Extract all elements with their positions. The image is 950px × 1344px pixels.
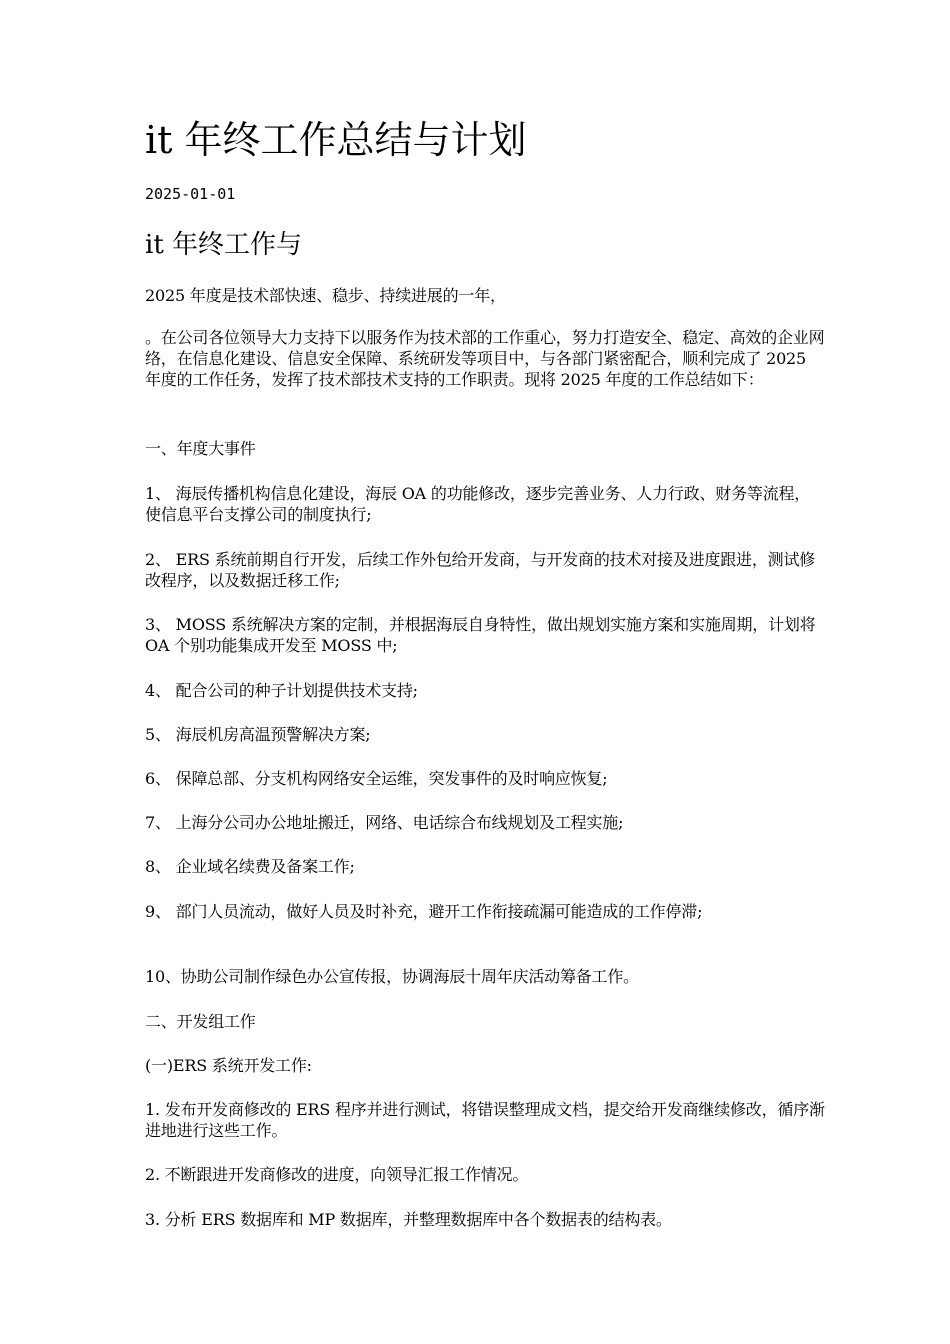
section-heading-events: 一、年度大事件 — [145, 439, 256, 458]
document-date: 2025-01-01 — [145, 185, 236, 203]
document-title: it 年终工作总结与计划 — [145, 118, 527, 162]
list-item: 5、 海辰机房高温预警解决方案; — [145, 725, 371, 744]
overview-paragraph: 。在公司各位领导大力支持下以服务作为技术部的工作重心，努力打造安全、稳定、高效的企业网络，在信息化建设、信息安全保障、系统研发等项目中，与各部门紧密配合，顺利完成了 2025 年度的工作任务，发挥了技术部技术支持的工作职责。现将 2025 年度的工作总结如下： — [145, 328, 825, 389]
list-item: 2. 不断跟进开发商修改的进度，向领导汇报工作情况。 — [145, 1165, 529, 1184]
list-item: 9、 部门人员流动，做好人员及时补充，避开工作衔接疏漏可能造成的工作停滞; — [145, 902, 703, 921]
list-item: 10、协助公司制作绿色办公宣传报，协调海辰十周年庆活动筹备工作。 — [145, 967, 639, 986]
list-item: 2、 ERS 系统前期自行开发，后续工作外包给开发商，与开发商的技术对接及进度跟进，测试修改程序，以及数据迁移工作; — [145, 550, 816, 590]
section-heading-dev: 二、开发组工作 — [145, 1012, 256, 1031]
subsection-heading-ers: (一)ERS 系统开发工作: — [145, 1056, 312, 1075]
list-item: 3、 MOSS 系统解决方案的定制，并根据海辰自身特性，做出规划实施方案和实施周期，计划将 OA 个别功能集成开发至 MOSS 中; — [145, 615, 816, 655]
list-item: 8、 企业域名续费及备案工作; — [145, 857, 355, 876]
list-item: 1. 发布开发商修改的 ERS 程序并进行测试，将错误整理成文档，提交给开发商继续修改，循序渐进地进行这些工作。 — [145, 1100, 825, 1140]
list-item: 3. 分析 ERS 数据库和 MP 数据库，并整理数据库中各个数据表的结构表。 — [145, 1210, 672, 1229]
list-item: 4、 配合公司的种子计划提供技术支持; — [145, 681, 418, 700]
intro-paragraph: 2025 年度是技术部快速、稳步、持续进展的一年， — [145, 286, 506, 305]
list-item: 6、 保障总部、分支机构网络安全运维，突发事件的及时响应恢复; — [145, 769, 608, 788]
section-heading: it 年终工作与 — [145, 230, 303, 260]
list-item: 1、 海辰传播机构信息化建设，海辰 OA 的功能修改，逐步完善业务、人力行政、财务等流程，使信息平台支撑公司的制度执行; — [145, 484, 811, 524]
list-item: 7、 上海分公司办公地址搬迁，网络、电话综合布线规划及工程实施; — [145, 813, 624, 832]
